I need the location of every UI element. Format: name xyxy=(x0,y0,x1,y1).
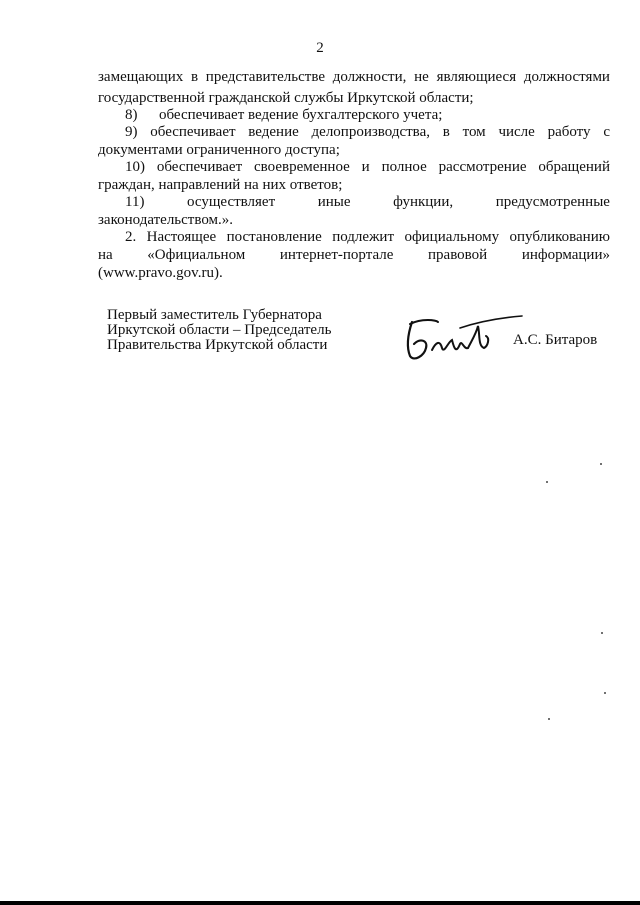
scan-speck xyxy=(604,692,606,694)
word: с xyxy=(603,124,610,140)
word: представительстве xyxy=(205,69,325,85)
word: «Официальном xyxy=(147,247,246,263)
item-10-line-2: граждан, направлений на них ответов; xyxy=(98,177,343,193)
word: том xyxy=(462,124,486,140)
word: не xyxy=(414,69,429,85)
word: полное xyxy=(381,159,427,175)
word: подлежит xyxy=(332,229,395,245)
body-line-1 xyxy=(98,66,610,88)
word: 11) xyxy=(125,194,145,210)
word: ведение xyxy=(248,124,299,140)
scan-bottom-edge xyxy=(0,901,640,905)
scan-speck xyxy=(601,632,603,634)
item-8-number: 8) xyxy=(125,107,138,123)
page-number: 2 xyxy=(316,40,324,56)
signatory-title-line-3: Правительства Иркутской области xyxy=(107,337,328,353)
word: правовой xyxy=(428,247,488,263)
word: опубликованию xyxy=(509,229,610,245)
word: Настоящее xyxy=(146,229,217,245)
word: осуществляет xyxy=(187,194,276,210)
word: иные xyxy=(317,194,351,210)
scan-speck xyxy=(546,481,548,483)
word: интернет-портале xyxy=(279,247,394,263)
signatory-title-line-1: Первый заместитель Губернатора xyxy=(107,307,322,323)
scan-speck xyxy=(600,463,602,465)
word: 9) xyxy=(125,124,138,140)
word: обеспечивает xyxy=(156,159,243,175)
word: обеспечивает xyxy=(150,124,236,140)
word: 10) xyxy=(125,159,145,175)
word: делопроизводства, xyxy=(311,124,430,140)
scan-speck xyxy=(548,718,550,720)
word: должности, xyxy=(332,69,407,85)
body-line-2: государственной гражданской службы Иркутской области; xyxy=(98,90,474,106)
word: рассмотрение xyxy=(438,159,527,175)
word: и xyxy=(361,159,370,175)
word: в xyxy=(190,69,199,85)
word: в xyxy=(442,124,450,140)
word: постановление xyxy=(226,229,322,245)
word: 2. xyxy=(125,229,137,245)
word: информации» xyxy=(521,247,610,263)
item-9-line-2: документами ограниченного доступа; xyxy=(98,142,340,158)
word: официальному xyxy=(404,229,500,245)
word: замещающих xyxy=(98,69,184,85)
item-8-text: обеспечивает ведение бухгалтерского учета; xyxy=(159,107,443,123)
item-11-line-2: законодательством.». xyxy=(98,212,234,228)
word: функции, xyxy=(393,194,454,210)
word: числе xyxy=(498,124,535,140)
word: своевременное xyxy=(254,159,350,175)
word: являющиеся xyxy=(436,69,517,85)
word: должностями xyxy=(523,69,610,85)
word: на xyxy=(98,247,113,263)
signer-name: А.С. Битаров xyxy=(513,332,598,348)
word: предусмотренные xyxy=(495,194,610,210)
para-2-line-3: (www.pravo.gov.ru). xyxy=(98,265,223,281)
word: обращений xyxy=(538,159,610,175)
handwritten-signature xyxy=(398,310,528,366)
signatory-title-line-2: Иркутской области – Председатель xyxy=(107,322,332,338)
word: работу xyxy=(547,124,591,140)
